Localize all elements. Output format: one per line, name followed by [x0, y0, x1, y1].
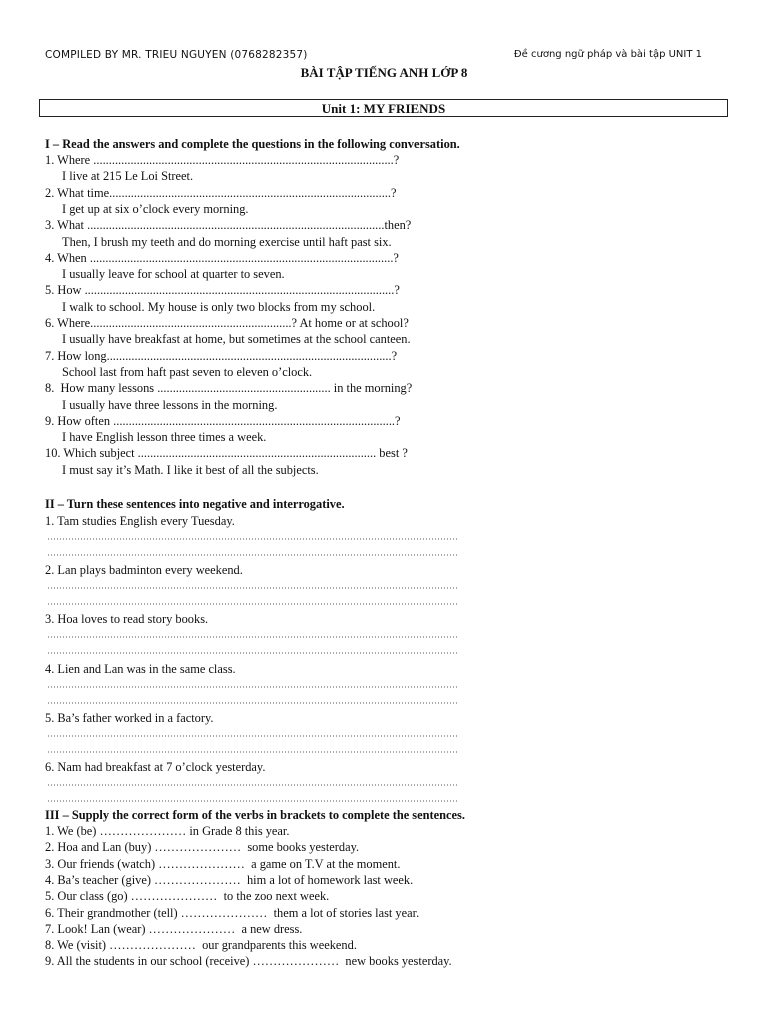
verb-exercise-item: 9. All the students in our school (receive) ………………… new books yesterday.	[45, 954, 452, 969]
answer-text: I live at 215 Le Loi Street.	[62, 169, 194, 184]
question-line: 7. How long............................................................................................?	[45, 348, 398, 363]
answer-text: I usually have breakfast at home, but sometimes at the school canteen.	[62, 332, 411, 347]
verb-exercise-item: 1. We (be) ………………… in Grade 8 this year.	[45, 824, 290, 838]
answer-line[interactable]	[47, 587, 459, 589]
question-line: 10. Which subject ............................................................................. best ?	[45, 446, 408, 461]
question-line: 8. How many lessons ........................................................ in the morning?	[45, 381, 413, 396]
verb-exercise-item: 3. Our friends (watch) ………………… a game on T.V at the moment.	[45, 856, 401, 871]
answer-line[interactable]	[47, 636, 459, 638]
sentence-item: 4. Lien and Lan was in the same class.	[45, 661, 236, 676]
sentence-item: 1. Tam studies English every Tuesday.	[45, 514, 235, 528]
answer-line[interactable]	[47, 751, 459, 753]
answer-text: I get up at six o’clock every morning.	[62, 201, 249, 216]
answer-text: Then, I brush my teeth and do morning exercise until haft past six.	[62, 234, 392, 249]
question-line: 2. What time...........................................................................................?	[45, 185, 397, 200]
answer-line[interactable]	[47, 702, 459, 704]
answer-line[interactable]	[47, 686, 459, 688]
sentence-item: 6. Nam had breakfast at 7 o’clock yesterday.	[45, 760, 266, 774]
page-title: BÀI TẬP TIẾNG ANH LỚP 8	[300, 65, 468, 80]
question-line: 4. When ..................................................................................................?	[45, 250, 399, 265]
answer-line[interactable]	[47, 554, 459, 556]
verb-exercise-item: 4. Ba’s teacher (give) ………………… him a lot of homework last week.	[45, 872, 414, 887]
answer-text: I walk to school. My house is only two blocks from my school.	[62, 299, 376, 314]
verb-exercise-item: 5. Our class (go) ………………… to the zoo next week.	[45, 889, 330, 904]
answer-text: I usually leave for school at quarter to seven.	[62, 267, 285, 282]
section-heading: II – Turn these sentences into negative and interrogative.	[45, 497, 345, 511]
answer-text: I usually have three lessons in the morning.	[62, 397, 278, 412]
question-line: 5. How ....................................................................................................?	[45, 283, 400, 298]
section-heading: I – Read the answers and complete the questions in the following conversation.	[45, 137, 460, 151]
question-line: 9. How often ...........................................................................................?	[45, 413, 401, 428]
question-line: 3. What ................................................................................................then?	[45, 218, 412, 233]
verb-exercise-item: 6. Their grandmother (tell) ………………… them a lot of stories last year.	[45, 905, 420, 920]
sentence-item: 3. Hoa loves to read story books.	[45, 612, 209, 627]
answer-line[interactable]	[47, 603, 459, 605]
verb-exercise-item: 7. Look! Lan (wear) ………………… a new dress.	[45, 921, 303, 936]
answer-line[interactable]	[47, 784, 459, 786]
sentence-item: 5. Ba’s father worked in a factory.	[45, 710, 214, 725]
answer-text: I must say it’s Math. I like it best of all the subjects.	[62, 462, 319, 477]
question-line: 1. Where .................................................................................................?	[45, 153, 400, 167]
header-outline-title: Đề cương ngữ pháp và bài tập UNIT 1	[513, 49, 702, 60]
sentence-item: 2. Lan plays badminton every weekend.	[45, 563, 243, 578]
answer-line[interactable]	[47, 800, 459, 802]
section-heading: III – Supply the correct form of the verbs in brackets to complete the sentences.	[45, 808, 465, 822]
answer-line[interactable]	[47, 652, 459, 654]
answer-text: School last from haft past seven to eleven o’clock.	[62, 364, 313, 379]
answer-line[interactable]	[47, 538, 459, 540]
question-line: 6. Where.................................................................? At home or at school?	[45, 316, 409, 330]
answer-line[interactable]	[47, 735, 459, 737]
verb-exercise-item: 2. Hoa and Lan (buy) ………………… some books yesterday.	[45, 840, 360, 855]
unit-title-box: Unit 1: MY FRIENDS	[39, 99, 728, 117]
answer-text: I have English lesson three times a week.	[62, 430, 267, 445]
header-compiler: COMPILED BY MR. TRIEU NGUYEN (0768282357)	[45, 49, 308, 61]
verb-exercise-item: 8. We (visit) ………………… our grandparents this weekend.	[45, 938, 357, 953]
